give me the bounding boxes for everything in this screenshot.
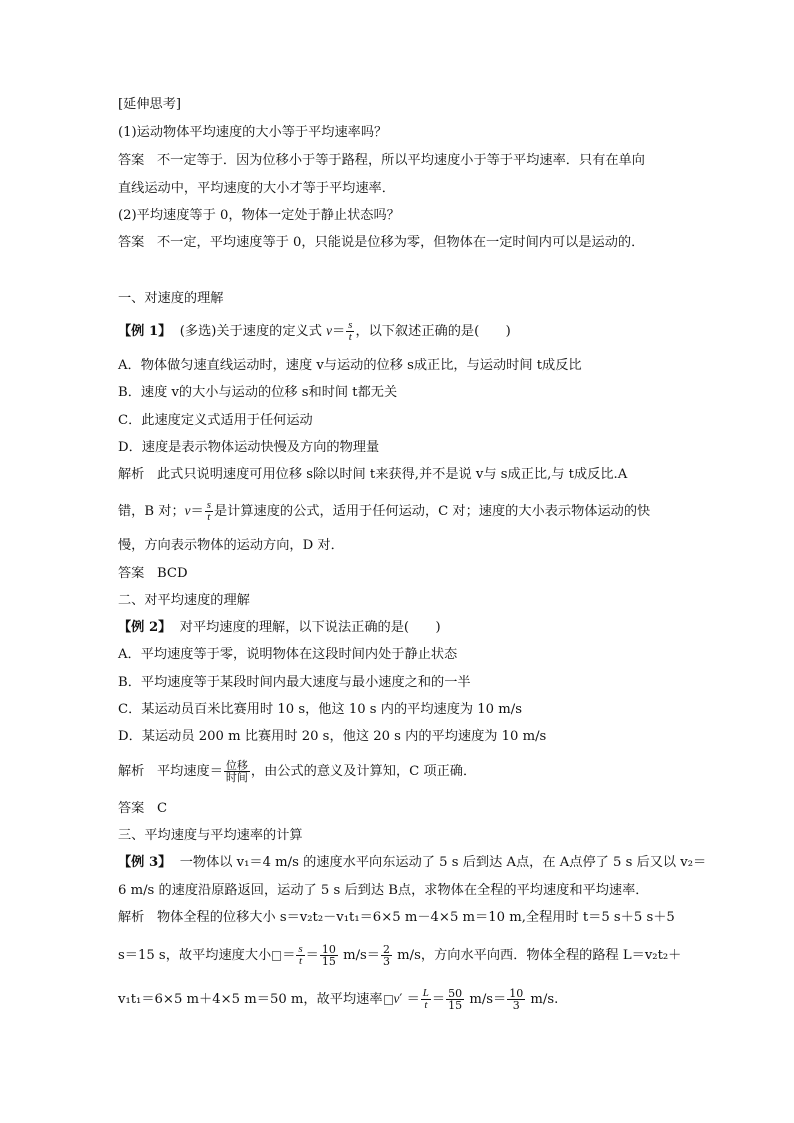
example-1-solution-line-3: 慢，方向表示物体的运动方向，D 对． bbox=[118, 538, 344, 553]
example-1-option-b: B．速度 v的大小与运动的位移 s和时间 t都无关 bbox=[118, 385, 398, 400]
example-label: 【例 2】 bbox=[118, 620, 172, 635]
placeholder-box-icon bbox=[384, 995, 393, 1005]
fraction-50-over-15: $\frac{50}{15}$ bbox=[448, 987, 463, 1012]
answer-value: BCD bbox=[156, 566, 188, 581]
extension-answer-1-line-2: 直线运动中，平均速度的大小才等于平均速率． bbox=[118, 181, 395, 196]
extension-answer-2 bbox=[118, 234, 644, 252]
fraction-s-over-t: $\frac{s}{t}$ bbox=[206, 499, 211, 523]
example-3-stem-line-2: 6 m/s 的速度沿原路返回，运动了 5 s 后到达 B点，求物体在全程的平均速度和平均速率． bbox=[118, 883, 649, 898]
section-2-title: 二、对平均速度的理解 bbox=[118, 593, 250, 608]
answer-text: 不一定，平均速度等于 0，只能说是位移为零，但物体在一定时间内可以是运动的． bbox=[156, 235, 645, 250]
example-text-tail: ，以下叙述正确的是( ) bbox=[355, 324, 511, 339]
example-text: 对平均速度的理解，以下说法正确的是( ) bbox=[179, 620, 441, 635]
example-label: 【例 1】 bbox=[118, 324, 172, 339]
example-1-option-c: C．此速度定义式适用于任何运动 bbox=[118, 413, 313, 428]
solution-text: 物体全程的位移大小 s＝v₂t₂－v₁t₁＝6×5 m－4×5 m＝10 m,全程用时 t＝5 s＋5 s＋5 bbox=[156, 910, 675, 925]
solution-text: s＝15 s，故平均速度大小 bbox=[118, 948, 272, 963]
example-2-solution bbox=[118, 760, 476, 783]
solution-text: v₁t₁＝6×5 m＋4×5 m＝50 m，故平均速率 bbox=[118, 992, 383, 1007]
answer-label: 答案 bbox=[118, 801, 145, 816]
solution-text: 平均速度＝ bbox=[156, 764, 223, 779]
example-2-option-d: D．某运动员 200 m 比赛用时 20 s，他这 20 s 内的平均速度为 10 m/s bbox=[118, 729, 547, 744]
solution-label: 解析 bbox=[118, 910, 145, 925]
example-text: (多选)关于速度的定义式 bbox=[179, 324, 322, 339]
example-2-option-b: B．平均速度等于某段时间内最大速度与最小速度之和的一半 bbox=[118, 675, 471, 690]
example-label: 【例 3】 bbox=[118, 855, 172, 870]
extension-question-1: (1)运动物体平均速度的大小等于平均速率吗？ bbox=[118, 125, 388, 140]
solution-text: m/s，方向水平向西．物体全程的路程 L＝v₂t₂＋ bbox=[397, 948, 682, 963]
example-3-solution-line-3: v₁t₁＝6×5 m＋4×5 m＝50 m，故平均速率 v′ ＝ $\frac{L}{t}$ ＝ $\frac{50}{15}$ m/s＝ $\frac{10}{3}$ m/s. bbox=[118, 987, 559, 1012]
solution-text-tail: 是计算速度的公式，适用于任何运动，C 对；速度的大小表示物体运动的快 bbox=[213, 504, 651, 519]
fraction-s-over-t: $\frac{s}{t}$ bbox=[298, 943, 303, 967]
solution-text: m/s＝ bbox=[343, 948, 380, 963]
fraction-10-over-3: $\frac{10}{3}$ bbox=[509, 987, 524, 1012]
fraction-s-over-t: $\frac{s}{t}$ bbox=[348, 319, 353, 343]
placeholder-box-icon bbox=[272, 951, 281, 961]
solution-text-tail: ，由公式的意义及计算知，C 项正确． bbox=[250, 764, 477, 779]
fraction-2-over-3: $\frac{2}{3}$ bbox=[382, 943, 390, 968]
example-1-option-d: D．速度是表示物体运动快慢及方向的物理量 bbox=[118, 440, 380, 455]
example-3-solution-line-2: s＝15 s，故平均速度大小 ＝ $\frac{s}{t}$ ＝ $\frac{10}{15}$ m/s＝ $\frac{2}{3}$ m/s，方向水平向西．物体全程的路程 L＝v₂t₂＋ bbox=[118, 943, 682, 968]
example-1-answer bbox=[118, 565, 188, 583]
example-2-answer bbox=[118, 800, 167, 818]
fraction-10-over-15: $\frac{10}{15}$ bbox=[321, 943, 336, 968]
example-1-solution-line-1 bbox=[118, 466, 627, 484]
solution-text: 此式只说明速度可用位移 s除以时间 t来获得,并不是说 v与 s成正比,与 t成反比.A bbox=[156, 467, 628, 482]
answer-value: C bbox=[156, 801, 168, 816]
formula-v: v bbox=[326, 323, 332, 338]
extension-question-2: (2)平均速度等于 0，物体一定处于静止状态吗？ bbox=[118, 208, 400, 223]
extension-heading: [延伸思考] bbox=[118, 97, 182, 112]
solution-label: 解析 bbox=[118, 467, 145, 482]
example-2-option-c: C．某运动员百米比赛用时 10 s，他这 10 s 内的平均速度为 10 m/s bbox=[118, 702, 522, 717]
answer-label: 答案 bbox=[118, 235, 145, 250]
answer-label: 答案 bbox=[118, 566, 145, 581]
example-1-stem: 【例 1】 (多选)关于速度的定义式 v＝ $\frac{s}{t}$ ，以下叙述正确的是( ) bbox=[118, 319, 511, 343]
section-3-title: 三、平均速度与平均速率的计算 bbox=[118, 828, 303, 843]
extension-answer-1-line-1 bbox=[118, 152, 645, 170]
answer-text: 不一定等于．因为位移小于等于路程，所以平均速度小于等于平均速率．只有在单向 bbox=[156, 153, 645, 168]
example-3-stem-line-1 bbox=[118, 854, 706, 872]
solution-text: 错，B 对； bbox=[118, 504, 185, 519]
section-1-title: 一、对速度的理解 bbox=[118, 291, 224, 306]
fraction-L-over-t: $\frac{L}{t}$ bbox=[422, 987, 429, 1011]
example-text: 一物体以 v₁＝4 m/s 的速度水平向东运动了 5 s 后到达 A点，在 A点停了 5 s 后又以 v₂＝ bbox=[179, 855, 707, 870]
solution-label: 解析 bbox=[118, 764, 145, 779]
example-1-solution-line-2: 错，B 对；v＝ $\frac{s}{t}$ 是计算速度的公式，适用于任何运动，C 对；速度的大小表示物体运动的快 bbox=[118, 499, 651, 523]
example-1-option-a: A．物体做匀速直线运动时，速度 v与运动的位移 s成正比，与运动时间 t成反比 bbox=[118, 358, 582, 373]
answer-label: 答案 bbox=[118, 153, 145, 168]
solution-text: m/s＝ bbox=[469, 992, 507, 1007]
example-3-solution-line-1 bbox=[118, 909, 675, 927]
example-2-option-a: A．平均速度等于零，说明物体在这段时间内处于静止状态 bbox=[118, 647, 458, 662]
fraction-displacement-over-time: $\frac{\text{位移}}{\text{时间}}$ bbox=[225, 759, 248, 784]
example-2-stem bbox=[118, 619, 441, 637]
solution-text: m/s. bbox=[530, 992, 559, 1007]
